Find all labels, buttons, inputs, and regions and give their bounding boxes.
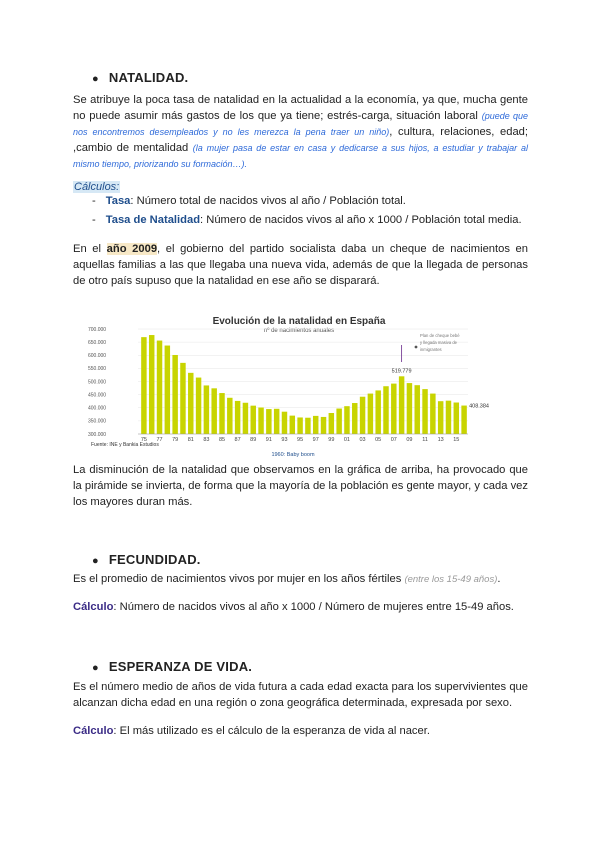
x-tick-label: 89 (250, 437, 257, 443)
y-tick-label: 500.000 (88, 379, 107, 386)
x-tick-label: 85 (218, 437, 226, 443)
x-axis (138, 434, 468, 443)
x-tick-label: 75 (140, 437, 147, 443)
section-title-fecundidad: ● FECUNDIDAD. (92, 552, 201, 567)
x-tick-label: 97 (312, 437, 319, 443)
y-axis (88, 327, 106, 438)
section-title-esperanza: ● ESPERANZA DE VIDA. (92, 659, 253, 674)
x-tick-label: 81 (187, 437, 194, 443)
bar-1975 (141, 337, 146, 434)
annotation-label: 519.779 (391, 368, 412, 375)
x-tick-label: 07 (390, 437, 397, 443)
bar-2006 (383, 386, 388, 434)
bar-1998 (321, 417, 326, 434)
bar-1992 (274, 409, 279, 434)
natalidad-paragraph-3: La disminución de la natalidad que observamos en la gráfica de arriba, ha provocado que la pirámide se invierta, de forma que la mayoría de la población es gente mayor, y cada vez los mayores duran más. (73, 464, 528, 508)
fecundidad-paragraph: Es el promedio de nacimientos vivos por mujer en los años fértiles (entre los 15-49 años). (73, 573, 501, 585)
bar-1986 (227, 398, 232, 434)
x-tick-label: 11 (422, 437, 428, 443)
bar-1990 (258, 407, 263, 434)
bar-1987 (235, 401, 240, 434)
x-tick-label: 13 (437, 437, 444, 443)
x-tick-label: 01 (343, 437, 351, 443)
x-tick-label: 99 (328, 437, 335, 443)
bar-2001 (344, 406, 349, 434)
bar-2016 (461, 406, 466, 434)
bar-1983 (204, 385, 209, 434)
y-tick-label: 350.000 (88, 418, 107, 425)
chart-title: Evolución de la natalidad en España (212, 316, 386, 327)
bar-2013 (438, 401, 443, 434)
bullet-icon: ● (92, 555, 99, 567)
bar-2008 (399, 376, 404, 434)
x-tick-label: 77 (156, 437, 163, 443)
y-tick-label: 300.000 (88, 431, 107, 438)
bar-2000 (336, 409, 341, 434)
chart-legend-line-2: y llegada masiva de (420, 340, 458, 345)
x-tick-label: 15 (453, 437, 460, 443)
bar-2007 (391, 384, 396, 434)
x-tick-label: 09 (406, 437, 413, 443)
section-title-natalidad: ● NATALIDAD. (92, 70, 189, 85)
bar-1997 (313, 416, 318, 434)
bar-1976 (149, 335, 154, 434)
bar-1988 (243, 403, 248, 434)
bar-1978 (165, 346, 170, 434)
bullet-icon: ● (92, 73, 99, 85)
x-tick-label: 95 (297, 437, 304, 443)
bar-1995 (297, 417, 302, 434)
bar-1989 (251, 406, 256, 434)
calc-item-tasa-natalidad: - Tasa de Natalidad: Número de nacidos vivos al año x 1000 / Población total media. (92, 214, 522, 226)
annotation-label: 408.384 (469, 403, 489, 410)
y-tick-label: 600.000 (88, 353, 107, 360)
x-tick-label: 91 (265, 437, 272, 443)
x-tick-label: 93 (281, 437, 288, 443)
y-tick-label: 400.000 (88, 405, 107, 412)
y-tick-label: 700.000 (88, 326, 107, 333)
x-tick-label: 79 (172, 437, 179, 443)
x-tick-label: 83 (203, 437, 210, 443)
calc-item-tasa: - Tasa: Número total de nacidos vivos al año / Población total. (92, 195, 406, 207)
bar-1982 (196, 378, 201, 434)
bar-1977 (157, 341, 162, 434)
chart-legend-line-3: inmigrantes (420, 347, 442, 352)
esperanza-paragraph: Es el número medio de años de vida futura a cada edad exacta para los supervivientes que alcanzan dicha edad en una región o zona geográfica determinada, expresada por sexo. (73, 681, 528, 709)
bar-2014 (446, 401, 451, 434)
y-tick-label: 650.000 (88, 339, 107, 346)
natalidad-chart (88, 307, 508, 459)
bar-1999 (329, 413, 334, 434)
calculos-heading: Cálculos: (74, 181, 120, 193)
bar-2015 (454, 403, 459, 435)
y-tick-label: 450.000 (88, 392, 107, 399)
bar-2005 (375, 390, 380, 434)
esperanza-calculo: Cálculo: El más utilizado es el cálculo de la esperanza de vida al nacer. (73, 725, 430, 737)
chart-legend-line-1: Plan de cheque bebé (420, 333, 460, 338)
bar-1994 (290, 416, 295, 434)
chart-source: Fuente: INE y Bankia Estudios (91, 442, 159, 448)
bar-1984 (211, 388, 216, 434)
bar-1985 (219, 393, 224, 434)
bar-2004 (368, 394, 373, 434)
bar-1981 (188, 373, 193, 434)
y-tick-label: 550.000 (88, 366, 107, 373)
bar-1980 (180, 363, 185, 434)
x-tick-label: 05 (375, 437, 382, 443)
bar-2012 (430, 394, 435, 434)
x-tick-label: 87 (234, 437, 241, 443)
chart-subtitle: nº de nacimientos anuales (263, 328, 335, 334)
natalidad-paragraph-2: En el año 2009, el gobierno del partido socialista daba un cheque de nacimientos en aquellas familias a las que llegaba una nueva vida, además de que la llegada de personas de otro país supuso que la natalidad en ese año se disparará. (73, 243, 528, 287)
bar-2010 (415, 385, 420, 434)
bar-1996 (305, 418, 310, 434)
bar-1991 (266, 409, 271, 434)
bar-2002 (352, 403, 357, 434)
bullet-icon: ● (92, 662, 99, 674)
bar-2011 (422, 389, 427, 434)
bar-1993 (282, 412, 287, 434)
bar-2003 (360, 397, 365, 434)
x-tick-label: 03 (359, 437, 366, 443)
chart-bars (141, 335, 467, 434)
bar-2009 (407, 383, 412, 434)
natalidad-paragraph-1: Se atribuye la poca tasa de natalidad en la actualidad a la economía, ya que, mucha gente no puede asumir más gastos de los que ya tiene; estrés-carga, situación laboral (puede que nos encontremos desempleados y no les merezca la pena traer un niño), cultura, relaciones, edad; ,cambio de mentalidad (la mujer pasa de estar en casa y dedicarse a sus hijos, a estudiar y trabajar al mismo tiempo, priorizando su formación…). (73, 94, 528, 169)
legend-dot (415, 346, 418, 349)
bar-1979 (172, 355, 177, 434)
fecundidad-calculo: Cálculo: Número de nacidos vivos al año x 1000 / Número de mujeres entre 15-49 años. (73, 601, 514, 613)
chart-caption: 1960: Baby boom (271, 452, 315, 458)
chart-annotations (392, 345, 489, 410)
